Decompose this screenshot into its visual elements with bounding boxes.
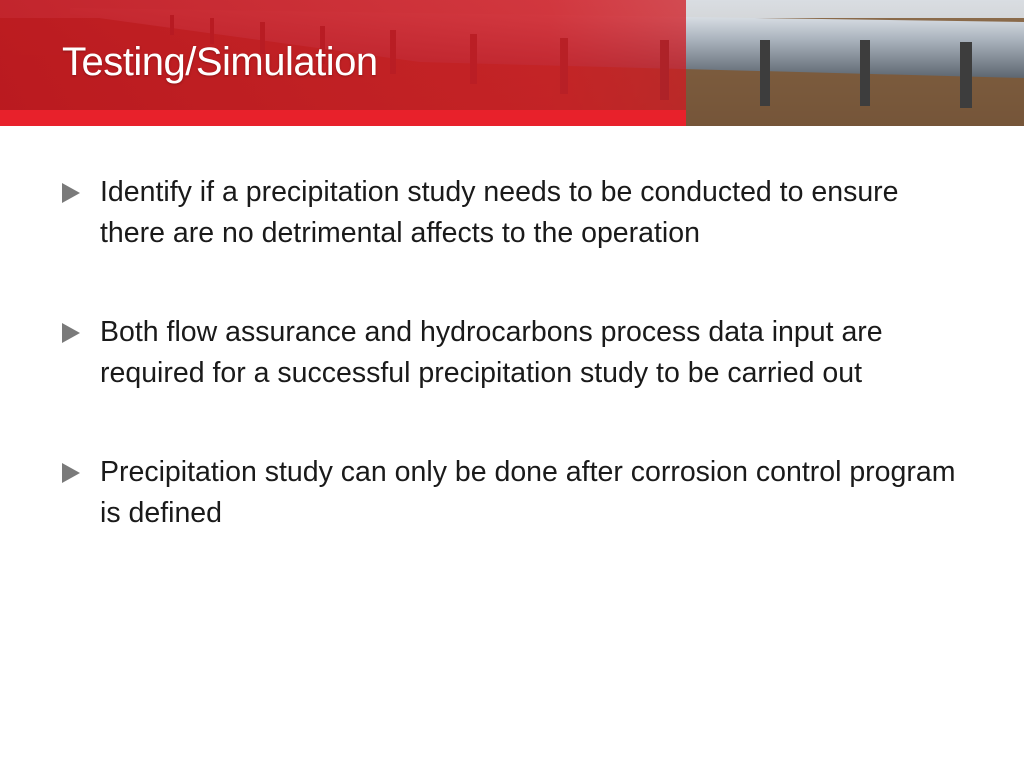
bullet-text: Identify if a precipitation study needs to be conducted to ensure there are no detrimental affects to the operation (100, 176, 899, 249)
list-item (62, 452, 962, 534)
bullet-list (62, 172, 962, 592)
triangle-bullet-icon (62, 323, 80, 343)
triangle-bullet-icon (62, 463, 80, 483)
slide-title: Testing/Simulation (62, 40, 378, 84)
triangle-bullet-icon (62, 183, 80, 203)
list-item (62, 312, 962, 394)
list-item (62, 172, 962, 254)
bullet-text: Precipitation study can only be done after corrosion control program is defined (100, 456, 956, 529)
bullet-text: Both flow assurance and hydrocarbons process data input are required for a successful precipitation study to be carried out (100, 316, 883, 389)
